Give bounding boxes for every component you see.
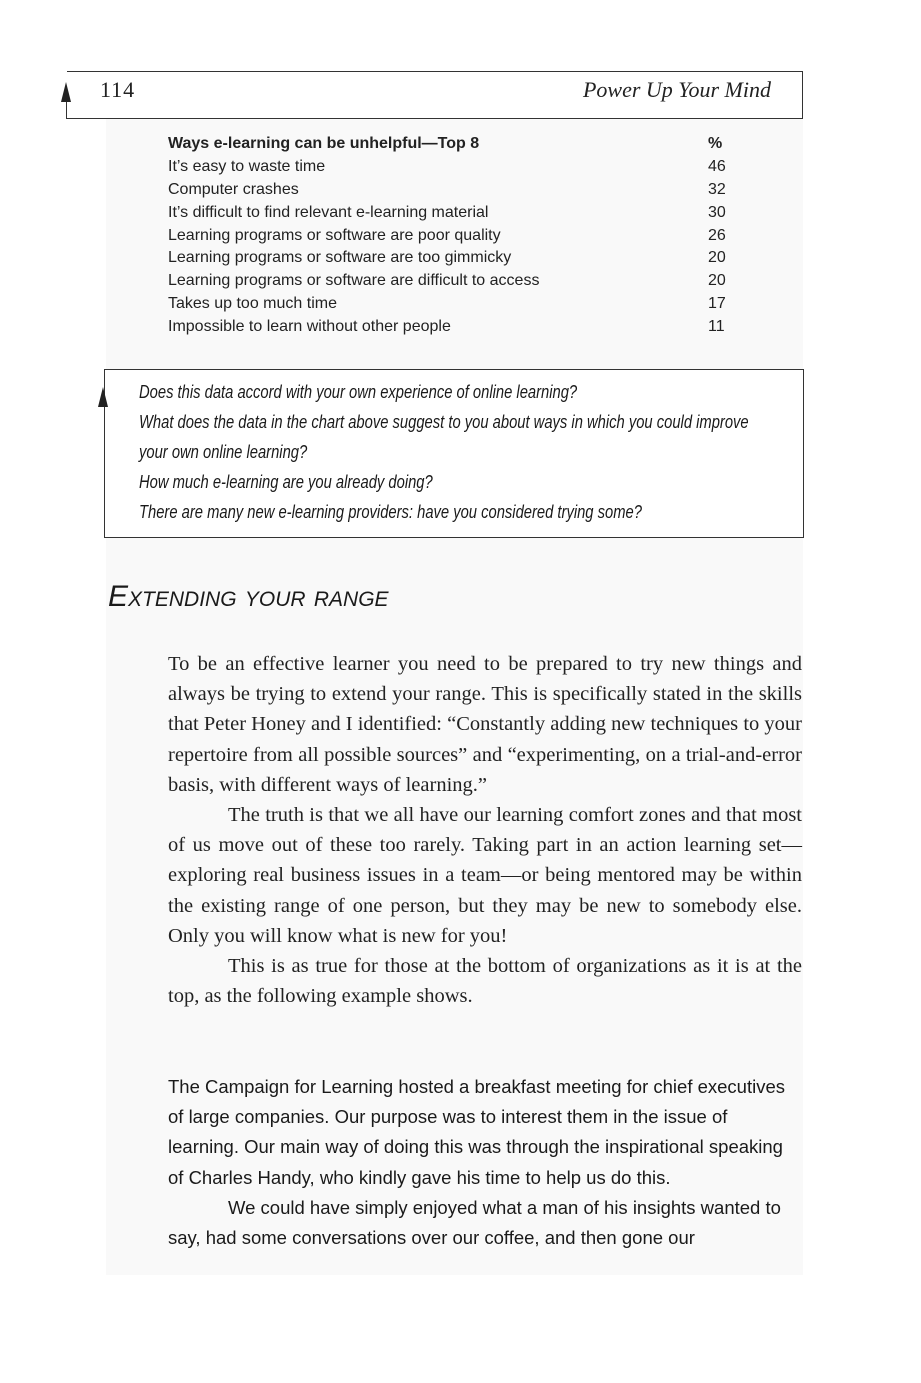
question-line: your own online learning?	[139, 442, 308, 462]
row-value: 46	[708, 157, 726, 175]
table-heading: Ways e-learning can be unhelpful—Top 8	[168, 135, 480, 152]
table-row	[168, 202, 738, 225]
running-title: Power Up Your Mind	[582, 77, 771, 102]
row-label: Learning programs or software are too gimmicky	[168, 249, 512, 267]
question-line: Does this data accord with your own experience of online learning?	[139, 382, 578, 402]
body-paragraph: To be an effective learner you need to be prepared to try new things and always be trying to extend your range. This is specifically stated in the skills that Peter Honey and I identified: “Constantly adding new techniques to your repertoire from all possible sources” and “experimenting, on a trial-and-error basis, with different ways of learning.”	[168, 653, 802, 796]
row-label: It’s easy to waste time	[168, 157, 326, 175]
example-text	[168, 1072, 802, 1253]
arrow-up-icon	[98, 387, 108, 407]
table-row	[168, 156, 738, 179]
row-value: 30	[708, 203, 726, 221]
row-label: It’s difficult to find relevant e-learning material	[168, 203, 489, 221]
table-header-row	[168, 133, 738, 156]
section-heading	[108, 580, 389, 614]
body-paragraph: The truth is that we all have our learning comfort zones and that most of us move out of these too rarely. Taking part in an action learning set—exploring real business issues in a team—or being mentored may be within the existing range of one person, but they may be new to somebody else. Only you will know what is new for you!	[168, 804, 802, 947]
table-row	[168, 293, 738, 316]
data-table	[168, 133, 738, 339]
row-value: 17	[708, 295, 726, 313]
row-label: Learning programs or software are poor quality	[168, 226, 501, 244]
row-value: 20	[708, 272, 726, 290]
row-label: Computer crashes	[168, 180, 299, 198]
table-row	[168, 270, 738, 293]
table-row	[168, 316, 738, 339]
row-value: 11	[708, 318, 725, 336]
page-number: 114	[100, 77, 136, 102]
table-row	[168, 179, 738, 202]
row-value: 32	[708, 180, 726, 198]
question-line: What does the data in the chart above suggest to you about ways in which you could improve	[139, 412, 749, 432]
row-label: Takes up too much time	[168, 295, 337, 313]
question-line: There are many new e-learning providers: have you considered trying some?	[139, 502, 642, 522]
section-heading-rest: xtending your range	[128, 580, 389, 613]
body-paragraph: This is as true for those at the bottom of organizations as it is at the top, as the following example shows.	[168, 955, 802, 1008]
question-list	[139, 377, 787, 527]
row-value: 26	[708, 226, 726, 244]
example-paragraph: We could have simply enjoyed what a man of his insights wanted to say, had some conversations over our coffee, and then gone our	[168, 1196, 781, 1249]
table-row	[168, 225, 738, 248]
question-line: How much e-learning are you already doing?	[139, 472, 433, 492]
arrow-up-icon	[61, 82, 71, 102]
table-row	[168, 247, 738, 270]
table-value-heading: %	[708, 135, 723, 152]
example-paragraph: The Campaign for Learning hosted a breakfast meeting for chief executives of large companies. Our purpose was to interest them in the issue of learning. Our main way of doing this was through the inspirational speaking of Charles Handy, who kindly gave his time to help us do this.	[168, 1076, 786, 1188]
row-label: Learning programs or software are difficult to access	[168, 272, 540, 290]
section-heading-initial: E	[108, 580, 129, 613]
row-value: 20	[708, 249, 726, 267]
body-text	[168, 649, 802, 1011]
row-label: Impossible to learn without other people	[168, 318, 451, 336]
